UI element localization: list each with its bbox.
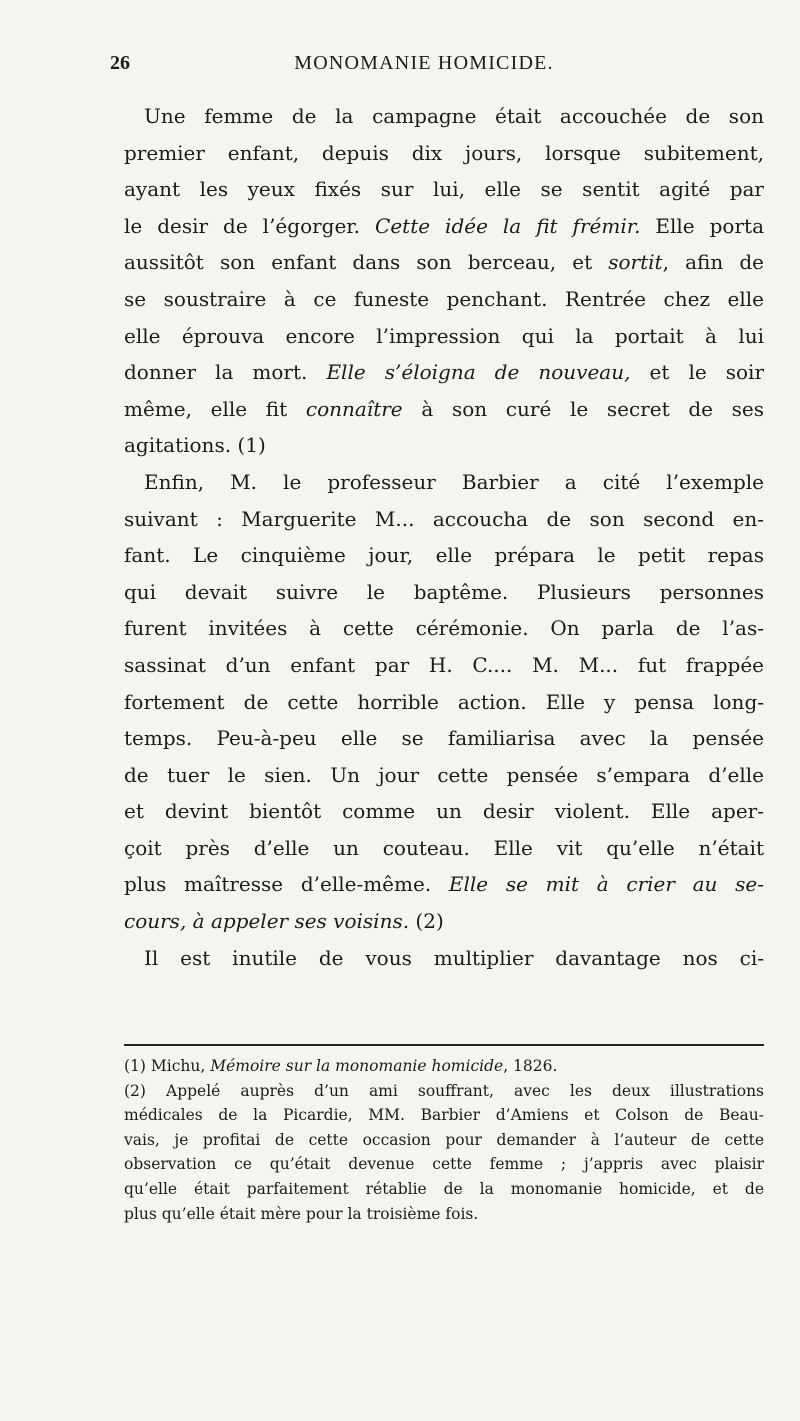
text-run: Il est inutile de vous multiplier davantage nos ci- — [144, 945, 764, 970]
footnote-line — [124, 1128, 764, 1153]
running-title: MONOMANIE HOMICIDE. — [294, 52, 554, 74]
text-run: observation ce qu’était devenue cette femme ; j’appris avec plaisir — [124, 1155, 764, 1174]
footnote-line — [124, 1103, 764, 1128]
italic-text: Elle s’éloigna de nouveau, — [326, 360, 631, 385]
text-run: sassinat d’un enfant par H. C.... M. M... fut frappée — [124, 652, 764, 677]
footnote-line — [124, 1054, 764, 1079]
text-run: qui devait suivre le baptême. Plusieurs personnes — [124, 579, 764, 604]
italic-text: Cette idée la fit frémir. — [375, 213, 641, 238]
footnote-rule — [124, 1044, 764, 1046]
text-line — [124, 757, 764, 794]
text-run: aussitôt son enfant dans son berceau, et — [124, 250, 609, 275]
text-run: et devint bientôt comme un desir violent. Elle aper- — [124, 799, 764, 824]
footnote-line — [124, 1152, 764, 1177]
text-line — [124, 793, 764, 830]
text-run: donner la mort. — [124, 360, 327, 385]
footnotes — [124, 1054, 764, 1226]
italic-text: Mémoire sur la monomanie homicide — [210, 1057, 504, 1075]
text-run: plus qu’elle était mère pour la troisième fois. — [124, 1204, 479, 1223]
text-line — [124, 537, 764, 574]
text-line — [124, 281, 764, 318]
text-line — [124, 318, 764, 355]
text-run: ayant les yeux fixés sur lui, elle se sentit agité par — [124, 177, 764, 202]
text-run: même, elle fit — [124, 396, 306, 421]
text-line — [124, 135, 764, 172]
text-line — [124, 940, 764, 977]
text-line — [124, 391, 764, 428]
text-run: elle éprouva encore l’impression qui la portait à lui — [124, 323, 764, 348]
main-text — [124, 98, 764, 976]
text-run: furent invitées à cette cérémonie. On parla de l’as- — [124, 616, 764, 641]
text-line — [124, 98, 764, 135]
text-run: vais, je profitai de cette occasion pour demander à l’auteur de cette — [124, 1130, 764, 1149]
italic-text: cours, à appeler ses voisins. — [124, 909, 410, 934]
text-run: qu’elle était parfaitement rétablie de la monomanie homicide, et de — [124, 1179, 764, 1198]
text-run: premier enfant, depuis dix jours, lorsque subitement, — [124, 140, 764, 165]
text-run: fant. Le cinquième jour, elle prépara le petit repas — [124, 543, 764, 568]
text-run: plus maîtresse d’elle-même. — [124, 872, 449, 897]
text-run: temps. Peu-à-peu elle se familiarisa avec la pensée — [124, 726, 764, 751]
text-run: (2) — [409, 909, 444, 934]
text-line — [124, 354, 764, 391]
text-run: se soustraire à ce funeste penchant. Rentrée chez elle — [124, 286, 764, 311]
text-line — [124, 866, 764, 903]
text-line — [124, 610, 764, 647]
text-line — [124, 501, 764, 538]
text-run: , afin de — [662, 250, 764, 275]
page-header — [110, 52, 738, 82]
text-run: Enfin, M. le professeur Barbier a cité l’exemple — [144, 469, 764, 494]
text-line — [124, 574, 764, 611]
footnote-line — [124, 1177, 764, 1202]
text-run: le desir de l’égorger. — [124, 213, 376, 238]
italic-text: sortit — [608, 250, 663, 275]
text-line — [124, 427, 764, 464]
text-line — [124, 903, 764, 940]
text-run: de tuer le sien. Un jour cette pensée s’empara d’elle — [124, 762, 764, 787]
footnote-line — [124, 1079, 764, 1104]
text-run: çoit près d’elle un couteau. Elle vit qu’elle n’était — [124, 835, 764, 860]
text-line — [124, 647, 764, 684]
text-run: Elle porta — [640, 213, 764, 238]
footnote-line — [124, 1202, 764, 1227]
text-run: (2) Appelé auprès d’un ami souffrant, avec les deux illustrations — [124, 1081, 764, 1100]
text-line — [124, 720, 764, 757]
text-run: et le soir — [630, 360, 765, 385]
text-run: Une femme de la campagne était accouchée de son — [144, 104, 764, 128]
text-run: , 1826. — [503, 1057, 558, 1075]
text-run: (1) Michu, — [124, 1057, 211, 1075]
italic-text: connaître — [305, 396, 403, 421]
text-line — [124, 171, 764, 208]
text-line — [124, 208, 764, 245]
page-number: 26 — [110, 52, 130, 74]
text-run: médicales de la Picardie, MM. Barbier d’Amiens et Colson de Beau- — [124, 1106, 764, 1125]
text-line — [124, 830, 764, 867]
text-line — [124, 244, 764, 281]
italic-text: Elle se mit à crier au se- — [448, 872, 764, 897]
text-run: agitations. (1) — [124, 433, 266, 458]
text-line — [124, 464, 764, 501]
text-run: suivant : Marguerite M... accoucha de son second en- — [124, 506, 764, 531]
text-run: fortement de cette horrible action. Elle y pensa long- — [124, 689, 764, 714]
text-run: à son curé le secret de ses — [402, 396, 765, 421]
text-line — [124, 684, 764, 721]
